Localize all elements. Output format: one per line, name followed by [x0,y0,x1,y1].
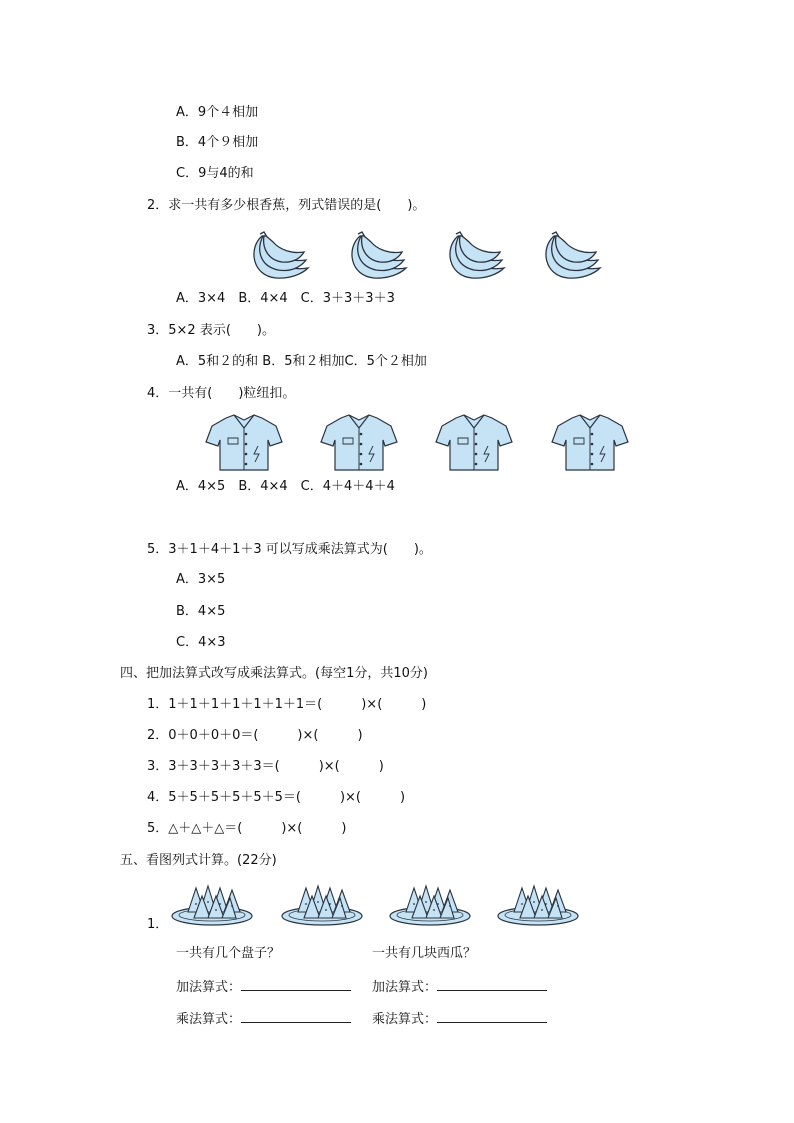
banana-pictures [244,226,604,282]
q1-option-a: A．9个４相加 [176,105,259,120]
q1-option-b: B．4个９相加 [176,135,259,150]
q3-stem: 3．5×2 表示( )。 [147,323,275,338]
watermelon-plate-icon [282,886,362,925]
right-add-label: 加法算式： [372,980,438,995]
watermelon-plate-icon [390,886,470,925]
shirt-icon [321,415,397,470]
watermelon-plate-icon [498,886,578,925]
q4-options: A．4×5 B．4×4 C．4＋4＋4＋4 [176,479,395,494]
q5-stem: 5．3＋1＋4＋1＋3 可以写成乘法算式为( )。 [147,542,432,557]
section4-item-2: 2．0＋0＋0＋0＝( )×( ) [147,728,363,743]
q5-option-b: B．4×5 [176,604,226,619]
section4-title: 四、把加法算式改写成乘法算式。(每空1分，共10分) [120,666,428,681]
right-question: 一共有几块西瓜？ [372,946,477,961]
section4-item-1: 1．1＋1＋1＋1＋1＋1＋1＝( )×( ) [147,697,427,712]
q2-options: A．3×4 B．4×4 C．3＋3＋3＋3 [176,291,395,306]
right-mul-label: 乘法算式： [372,1012,438,1027]
section4-item-5: 5．△＋△＋△＝( )×( ) [147,821,347,836]
q1-option-c: C．9与4的和 [176,166,254,181]
banana-bunch-icon [254,232,308,278]
left-mul-answer-line[interactable] [241,1009,351,1023]
q3-options: A．5和２的和 B．5和２相加C．5个２相加 [176,354,427,369]
shirt-pictures [200,410,630,472]
banana-bunch-icon [352,232,406,278]
shirt-icon [436,415,512,470]
q4-stem: 4．一共有( )粒纽扣。 [147,386,296,401]
left-mul-row [176,1009,351,1029]
q5-option-a: A．3×5 [176,572,226,587]
section4-item-4: 4．5＋5＋5＋5＋5＋5＝( )×( ) [147,790,406,805]
section4-item-3: 3．3＋3＋3＋3＋3＝( )×( ) [147,759,384,774]
q2-stem: 2．求一共有多少根香蕉，列式错误的是( )。 [147,198,426,213]
section5-title: 五、看图列式计算。(22分) [120,853,277,868]
right-mul-row [372,1009,547,1029]
left-add-label: 加法算式： [176,980,242,995]
left-question: 一共有几个盘子？ [176,946,281,961]
watermelon-plate-icon [172,886,252,925]
banana-bunch-icon [450,232,504,278]
right-add-row [372,977,547,997]
left-add-row [176,977,351,997]
section5-item-number: 1． [147,917,169,932]
q5-option-c: C．4×3 [176,635,226,650]
shirt-icon [206,415,282,470]
shirt-icon [552,415,628,470]
right-add-answer-line[interactable] [437,977,547,991]
left-add-answer-line[interactable] [241,977,351,991]
watermelon-plates-picture [170,880,590,928]
right-mul-answer-line[interactable] [437,1009,547,1023]
banana-bunch-icon [546,232,600,278]
left-mul-label: 乘法算式： [176,1012,242,1027]
